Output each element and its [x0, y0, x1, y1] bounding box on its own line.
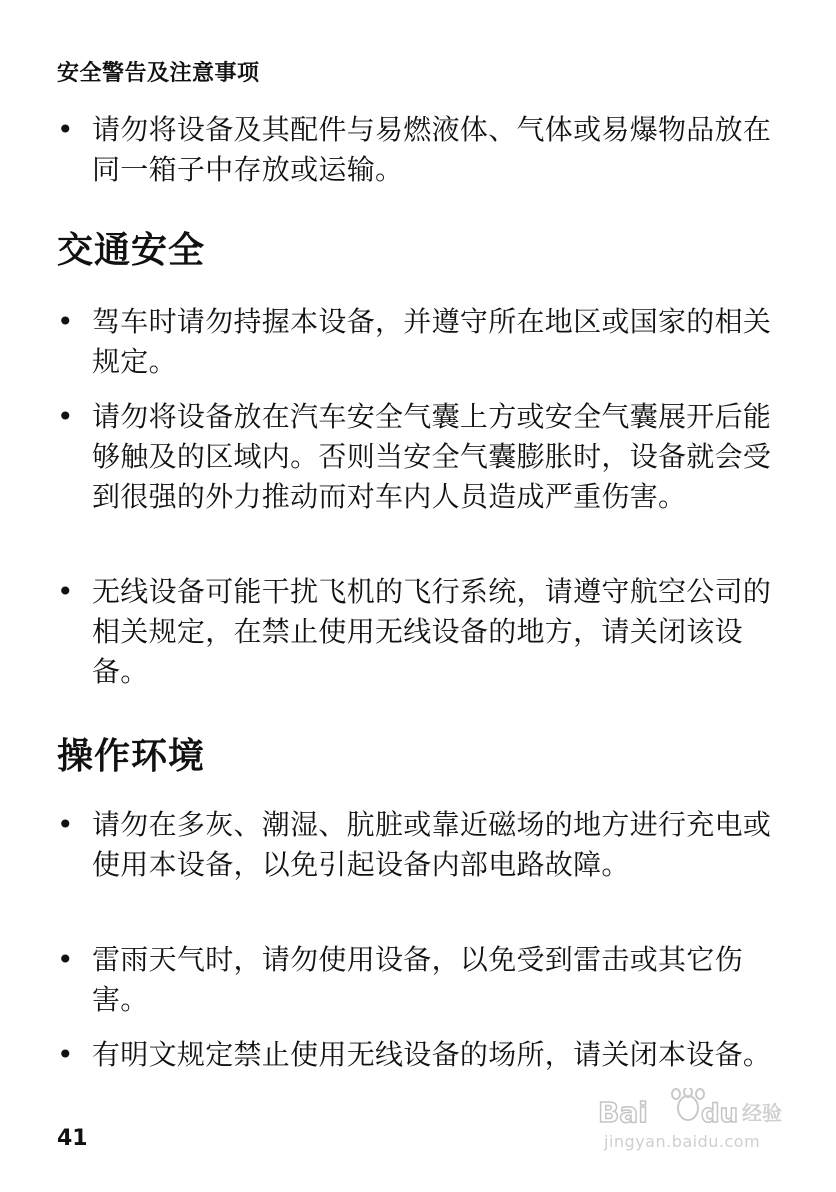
list-item [57, 397, 777, 517]
list-item [57, 805, 777, 885]
bullet-marker: • [57, 1038, 74, 1071]
svg-text:Bai: Bai [598, 1096, 648, 1128]
list-item [57, 110, 777, 190]
bullet-marker: • [57, 113, 74, 146]
list-item-text: 请勿在多灰、潮湿、肮脏或靠近磁场的地方进行充电或使用本设备，以免引起设备内部电路故障。 [92, 808, 772, 881]
baidu-paw-logo-icon [596, 1088, 786, 1128]
list-item-text: 请勿将设备放在汽车安全气囊上方或安全气囊展开后能够触及的区域内。否则当安全气囊膨胀时，设备就会受到很强的外力推动而对车内人员造成严重伤害。 [92, 400, 772, 513]
section-title-traffic-safety: 交通安全 [57, 230, 206, 271]
baidu-jingyan-watermark [596, 1080, 796, 1160]
list-item [57, 940, 777, 1020]
list-item-text: 有明文规定禁止使用无线设备的场所，请关闭本设备。 [92, 1038, 772, 1071]
list-item-text: 雷雨天气时，请勿使用设备，以免受到雷击或其它伤害。 [92, 943, 743, 1016]
svg-text:du: du [701, 1099, 739, 1128]
bullet-marker: • [57, 943, 74, 976]
list-item-text: 无线设备可能干扰飞机的飞行系统，请遵守航空公司的相关规定，在禁止使用无线设备的地方，请关闭该设备。 [92, 575, 772, 688]
page-number: 41 [57, 1126, 88, 1151]
svg-text:经验: 经验 [742, 1101, 782, 1125]
bullet-marker: • [57, 305, 74, 338]
bullet-marker: • [57, 808, 74, 841]
section-title-operating-environment: 操作环境 [57, 736, 206, 777]
watermark-url: jingyan.baidu.com [604, 1132, 761, 1151]
bullet-marker: • [57, 575, 74, 608]
list-item [57, 302, 777, 382]
list-item-text: 驾车时请勿持握本设备，并遵守所在地区或国家的相关规定。 [92, 305, 772, 378]
bullet-marker: • [57, 400, 74, 433]
list-item [57, 1035, 777, 1075]
list-item-text: 请勿将设备及其配件与易燃液体、气体或易爆物品放在同一箱子中存放或运输。 [92, 113, 772, 186]
running-header: 安全警告及注意事项 [57, 61, 260, 86]
list-item [57, 572, 777, 692]
